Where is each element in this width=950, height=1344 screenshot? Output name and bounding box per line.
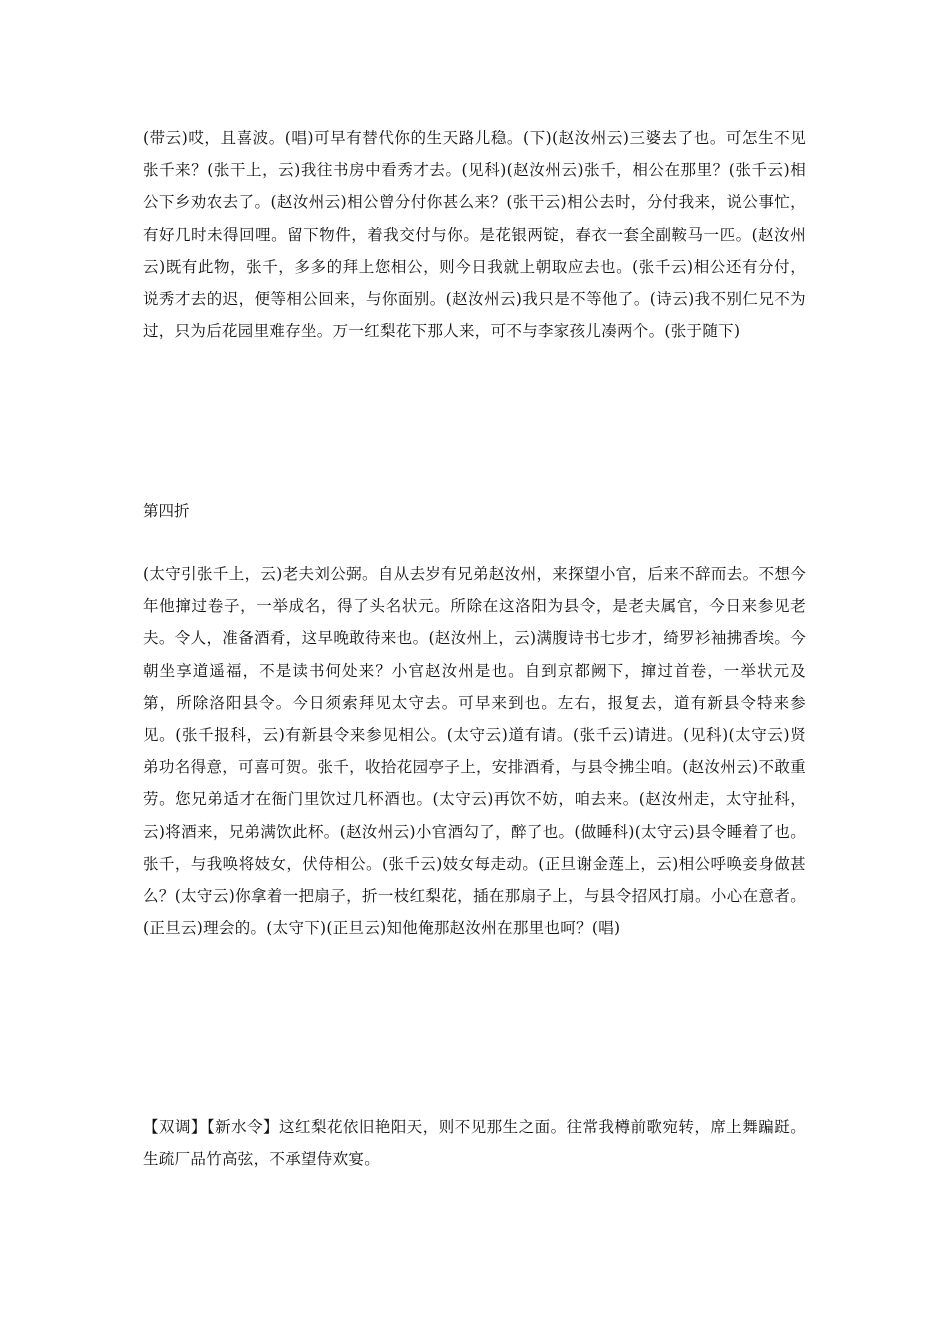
- paragraph-act3-ending: (带云)哎，且喜波。(唱)可早有替代你的生天路儿稳。(下)(赵汝州云)三婆去了也。可怎生不见张千来？(张干上，云)我往书房中看秀才去。(见科)(赵汝州云)张千，相公在那里？(张千云)相公下乡劝农去了。(赵汝州云)相公曾分付你甚么来？(张干云)相公去时，分付我来，说公事忙，有好几时未得回哩。留下物件，着我交付与你。是花银两锭，春衣一套全副鞍马一匹。(赵汝州云)既有此物，张千，多多的拜上您相公，则今日我就上朝取应去也。(张千云)相公还有分付，说秀才去的迟，便等相公回来，与你面别。(赵汝州云)我只是不等他了。(诗云)我不别仁兄不为过，只为后花园里难存坐。万一红梨花下那人来，可不与李家孩儿凑两个。(张于随下): [143, 129, 806, 341]
- act-heading: 第四折: [143, 502, 190, 520]
- paragraph-song-lyrics: 【双调】【新水令】这红梨花依旧艳阳天，则不见那生之面。往常我樽前歌宛转，席上舞蹁跹。生疏厂品竹高弦，不承望侍欢宴。: [143, 1118, 806, 1169]
- paragraph-act4-dialogue: (太守引张千上，云)老夫刘公弼。自从去岁有兄弟赵汝州，来探望小官，后来不辞而去。不想今年他撺过卷子，一举成名，得了头名状元。所除在这洛阳为县令，是老夫属官，今日来参见老夫。令人，准备酒肴，这早晚敢待来也。(赵汝州上，云)满腹诗书七步才，绮罗衫袖拂香埃。今朝坐享道遥福，不是读书何处来？小官赵汝州是也。自到京都阙下，撺过首卷，一举状元及第，所除洛阳县令。今日须索拜见太守去。可早来到也。左右，报复去，道有新县令特来参见。(张千报科，云)有新县令来参见相公。(太守云)道有请。(张千云)请进。(见科)(太守云)贤弟功名得意，可喜可贺。张千，收拾花园亭子上，安排酒肴，与县令拂尘咱。(赵汝州云)不敢重劳。您兄弟适才在衙门里饮过几杯酒也。(太守云)再饮不妨，咱去来。(赵汝州走，太守扯科，云)将酒来，兄弟满饮此杯。(赵汝州云)小官酒勾了，醉了也。(做睡科)(太守云)县令睡着了也。张千，与我唤将妓女，伏侍相公。(张千云)妓女每走动。(正旦谢金莲上，云)相公呼唤妾身做甚么？(太守云)你拿着一把扇子，折一枝红梨花，插在那扇子上，与县令招风打扇。小心在意者。(正旦云)理会的。(太守下)(正旦云)知他俺那赵汝州在那里也呵？(唱): [143, 565, 806, 938]
